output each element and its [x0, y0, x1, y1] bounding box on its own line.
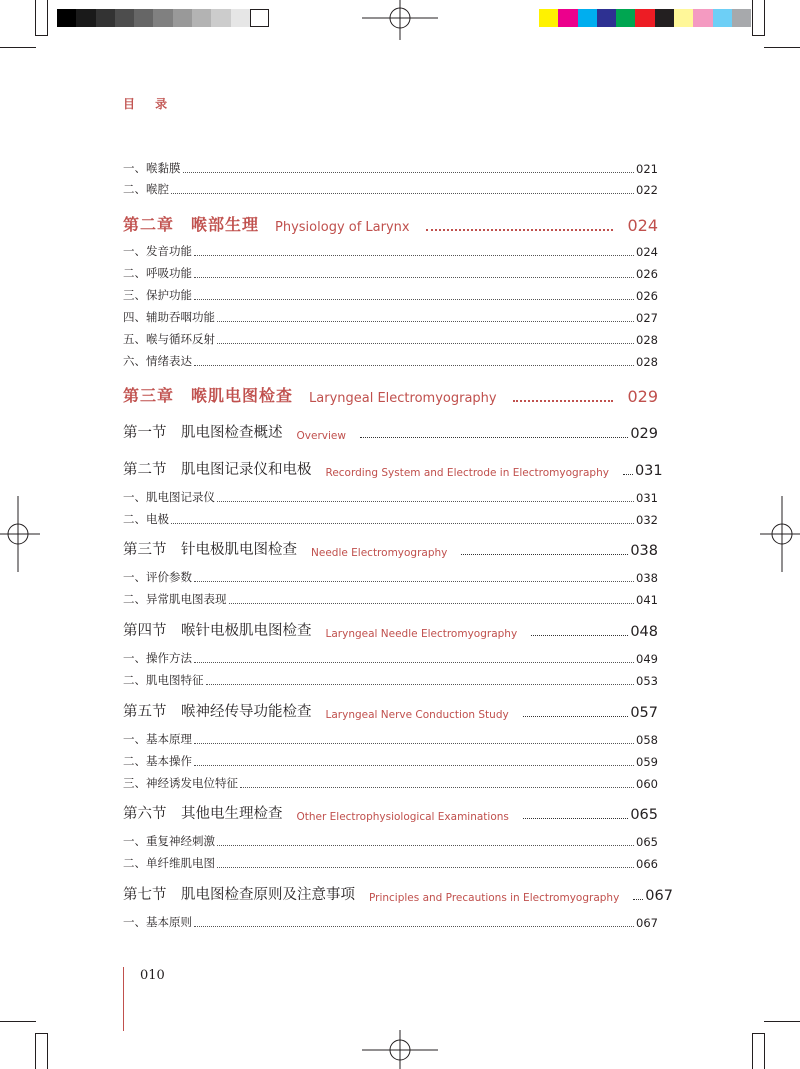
page-reference: 032: [636, 513, 658, 527]
color-swatch: [616, 9, 635, 27]
grayscale-calibration-bar: [57, 9, 269, 27]
dot-leader: [194, 662, 634, 663]
color-swatch: [693, 9, 712, 27]
toc-item-label: 六、情绪表达: [123, 354, 192, 368]
toc-item-label: 一、基本原理: [123, 732, 192, 746]
crop-mark: [47, 1033, 48, 1069]
toc-chapter[interactable]: [123, 213, 658, 235]
registration-mark-bottom: [362, 1030, 438, 1069]
registration-mark-top: [362, 0, 438, 40]
section-title: 第二节 肌电图记录仪和电极: [123, 462, 312, 478]
page-reference: 029: [630, 426, 658, 442]
dot-leader: [171, 193, 634, 194]
color-swatch: [558, 9, 577, 27]
gray-swatch: [76, 9, 95, 27]
section-english-title: Laryngeal Needle Electromyography: [325, 628, 518, 640]
dot-leader: [183, 172, 635, 173]
toc-item-label: 二、异常肌电图表现: [123, 592, 227, 606]
toc-item[interactable]: [123, 569, 658, 585]
page-reference: 026: [636, 267, 658, 281]
dot-leader: [194, 765, 634, 766]
dot-leader: [513, 400, 614, 402]
gray-swatch: [57, 9, 76, 27]
page-number: 010: [140, 968, 165, 983]
page-reference: 057: [630, 705, 658, 721]
color-swatch: [713, 9, 732, 27]
dot-leader: [531, 635, 628, 636]
page-reference: 067: [636, 916, 658, 930]
dot-leader: [194, 926, 634, 927]
toc-item-label: 一、操作方法: [123, 651, 192, 665]
color-swatch: [539, 9, 558, 27]
crop-mark: [47, 0, 48, 36]
page-reference: 059: [636, 755, 658, 769]
gray-swatch: [250, 9, 269, 27]
crop-mark: [752, 0, 753, 36]
gray-swatch: [134, 9, 153, 27]
crop-mark: [36, 35, 48, 36]
page-reference: 031: [636, 491, 658, 505]
toc-item[interactable]: [123, 181, 658, 197]
toc-item[interactable]: [123, 265, 658, 281]
toc-item[interactable]: [123, 331, 658, 347]
toc-item[interactable]: [123, 833, 658, 849]
crop-mark: [752, 1033, 753, 1069]
toc-item-label: 二、基本操作: [123, 754, 192, 768]
toc-item-label: 二、电极: [123, 512, 169, 526]
chapter-english-title: Laryngeal Electromyography: [309, 391, 497, 406]
section-title: 第七节 肌电图检查原则及注意事项: [123, 887, 355, 903]
toc-item[interactable]: [123, 309, 658, 325]
toc-item-label: 二、呼吸功能: [123, 266, 192, 280]
toc-item-label: 一、喉黏膜: [123, 161, 181, 175]
dot-leader: [229, 603, 635, 604]
crop-mark: [0, 47, 36, 48]
color-swatch: [655, 9, 674, 27]
dot-leader: [217, 501, 634, 502]
page-reference: 038: [636, 571, 658, 585]
chapter-title: 第二章 喉部生理: [123, 215, 260, 234]
dot-leader: [523, 818, 628, 819]
crop-mark: [764, 0, 765, 36]
dot-leader: [194, 365, 634, 366]
dot-leader: [360, 437, 628, 438]
gray-swatch: [192, 9, 211, 27]
toc-item[interactable]: [123, 287, 658, 303]
toc-item[interactable]: [123, 753, 658, 769]
toc-item-label: 一、重复神经刺激: [123, 834, 215, 848]
page-reference: 058: [636, 733, 658, 747]
dot-leader: [426, 229, 614, 231]
crop-mark: [764, 1021, 800, 1022]
crop-mark: [0, 1021, 36, 1022]
page-reference: 065: [636, 835, 658, 849]
toc-item-label: 二、单纤维肌电图: [123, 856, 215, 870]
section-title: 第四节 喉针电极肌电图检查: [123, 623, 312, 639]
toc-item-label: 一、评价参数: [123, 570, 192, 584]
color-swatch: [597, 9, 616, 27]
color-swatch: [732, 9, 751, 27]
page-reference: 026: [636, 289, 658, 303]
toc-item[interactable]: [123, 353, 658, 369]
crop-mark: [752, 1033, 764, 1034]
toc-item[interactable]: [123, 591, 658, 607]
dot-leader: [194, 255, 634, 256]
page-reference: 060: [636, 777, 658, 791]
toc-item-label: 二、喉腔: [123, 182, 169, 196]
page-reference: 065: [630, 807, 658, 823]
dot-leader: [217, 343, 634, 344]
page-reference: 028: [636, 333, 658, 347]
dot-leader: [194, 277, 634, 278]
crop-mark: [764, 47, 800, 48]
color-calibration-bar: [539, 9, 751, 27]
toc-section[interactable]: [123, 459, 663, 479]
registration-mark-right: [760, 496, 800, 572]
section-english-title: Principles and Precautions in Electromyography: [369, 892, 620, 904]
dot-leader: [194, 299, 634, 300]
dot-leader: [633, 899, 643, 900]
section-title: 第六节 其他电生理检查: [123, 806, 283, 822]
toc-item[interactable]: [123, 650, 658, 666]
page-reference: 029: [627, 387, 658, 406]
toc-item-label: 一、基本原则: [123, 915, 192, 929]
toc-section[interactable]: [123, 803, 658, 823]
crop-mark: [764, 1033, 765, 1069]
toc-item-label: 五、喉与循环反射: [123, 332, 215, 346]
page-header-title: 目 录: [123, 97, 176, 111]
page-reference: 022: [636, 183, 658, 197]
section-english-title: Recording System and Electrode in Electromyography: [325, 467, 609, 479]
toc-section[interactable]: [123, 884, 673, 904]
toc-section[interactable]: [123, 539, 658, 559]
chapter-title: 第三章 喉肌电图检查: [123, 386, 294, 405]
dot-leader: [461, 554, 628, 555]
toc-item-label: 三、保护功能: [123, 288, 192, 302]
gray-swatch: [173, 9, 192, 27]
toc-item[interactable]: [123, 731, 658, 747]
page-reference: 027: [636, 311, 658, 325]
dot-leader: [171, 523, 634, 524]
page-reference: 038: [630, 543, 658, 559]
page-reference: 049: [636, 652, 658, 666]
page-reference: 024: [627, 216, 658, 235]
dot-leader: [623, 474, 633, 475]
section-english-title: Overview: [296, 430, 346, 442]
toc-section[interactable]: [123, 422, 658, 442]
page-reference: 041: [636, 593, 658, 607]
toc-item[interactable]: [123, 914, 658, 930]
toc-item[interactable]: [123, 855, 658, 871]
crop-mark: [35, 0, 36, 36]
dot-leader: [194, 581, 634, 582]
toc-section[interactable]: [123, 701, 658, 721]
section-title: 第五节 喉神经传导功能检查: [123, 704, 312, 720]
page-reference: 021: [636, 162, 658, 176]
toc-chapter[interactable]: [123, 384, 658, 406]
section-english-title: Other Electrophysiological Examinations: [296, 811, 509, 823]
crop-mark: [752, 35, 764, 36]
toc-item-label: 二、肌电图特征: [123, 673, 204, 687]
toc-item[interactable]: [123, 672, 658, 688]
section-english-title: Needle Electromyography: [311, 547, 448, 559]
gray-swatch: [153, 9, 172, 27]
toc-item[interactable]: [123, 243, 658, 259]
page-reference: 028: [636, 355, 658, 369]
toc-item-label: 一、发音功能: [123, 244, 192, 258]
section-title: 第一节 肌电图检查概述: [123, 425, 283, 441]
crop-mark: [35, 1033, 36, 1069]
gray-swatch: [115, 9, 134, 27]
color-swatch: [578, 9, 597, 27]
toc-item[interactable]: [123, 160, 658, 176]
page-reference: 031: [634, 463, 663, 479]
dot-leader: [217, 867, 634, 868]
page-reference: 024: [636, 245, 658, 259]
toc-item[interactable]: [123, 489, 658, 505]
dot-leader: [523, 716, 629, 717]
dot-leader: [206, 684, 635, 685]
section-title: 第三节 针电极肌电图检查: [123, 542, 297, 558]
page-reference: 048: [630, 624, 658, 640]
toc-section[interactable]: [123, 620, 658, 640]
color-swatch: [635, 9, 654, 27]
gray-swatch: [211, 9, 230, 27]
dot-leader: [240, 787, 634, 788]
color-swatch: [674, 9, 693, 27]
dot-leader: [194, 743, 634, 744]
toc-item-label: 四、辅助吞咽功能: [123, 310, 215, 324]
page-reference: 066: [636, 857, 658, 871]
registration-mark-left: [0, 496, 40, 572]
crop-mark: [36, 1033, 48, 1034]
gray-swatch: [96, 9, 115, 27]
dot-leader: [217, 321, 634, 322]
toc-item[interactable]: [123, 775, 658, 791]
toc-item[interactable]: [123, 511, 658, 527]
toc-item-label: 一、肌电图记录仪: [123, 490, 215, 504]
dot-leader: [217, 845, 634, 846]
chapter-english-title: Physiology of Larynx: [275, 220, 410, 235]
page-reference: 067: [645, 888, 673, 904]
toc-item-label: 三、神经诱发电位特征: [123, 776, 238, 790]
section-english-title: Laryngeal Nerve Conduction Study: [325, 709, 509, 721]
page-reference: 053: [636, 674, 658, 688]
footer-rule: [123, 967, 124, 1031]
gray-swatch: [231, 9, 250, 27]
